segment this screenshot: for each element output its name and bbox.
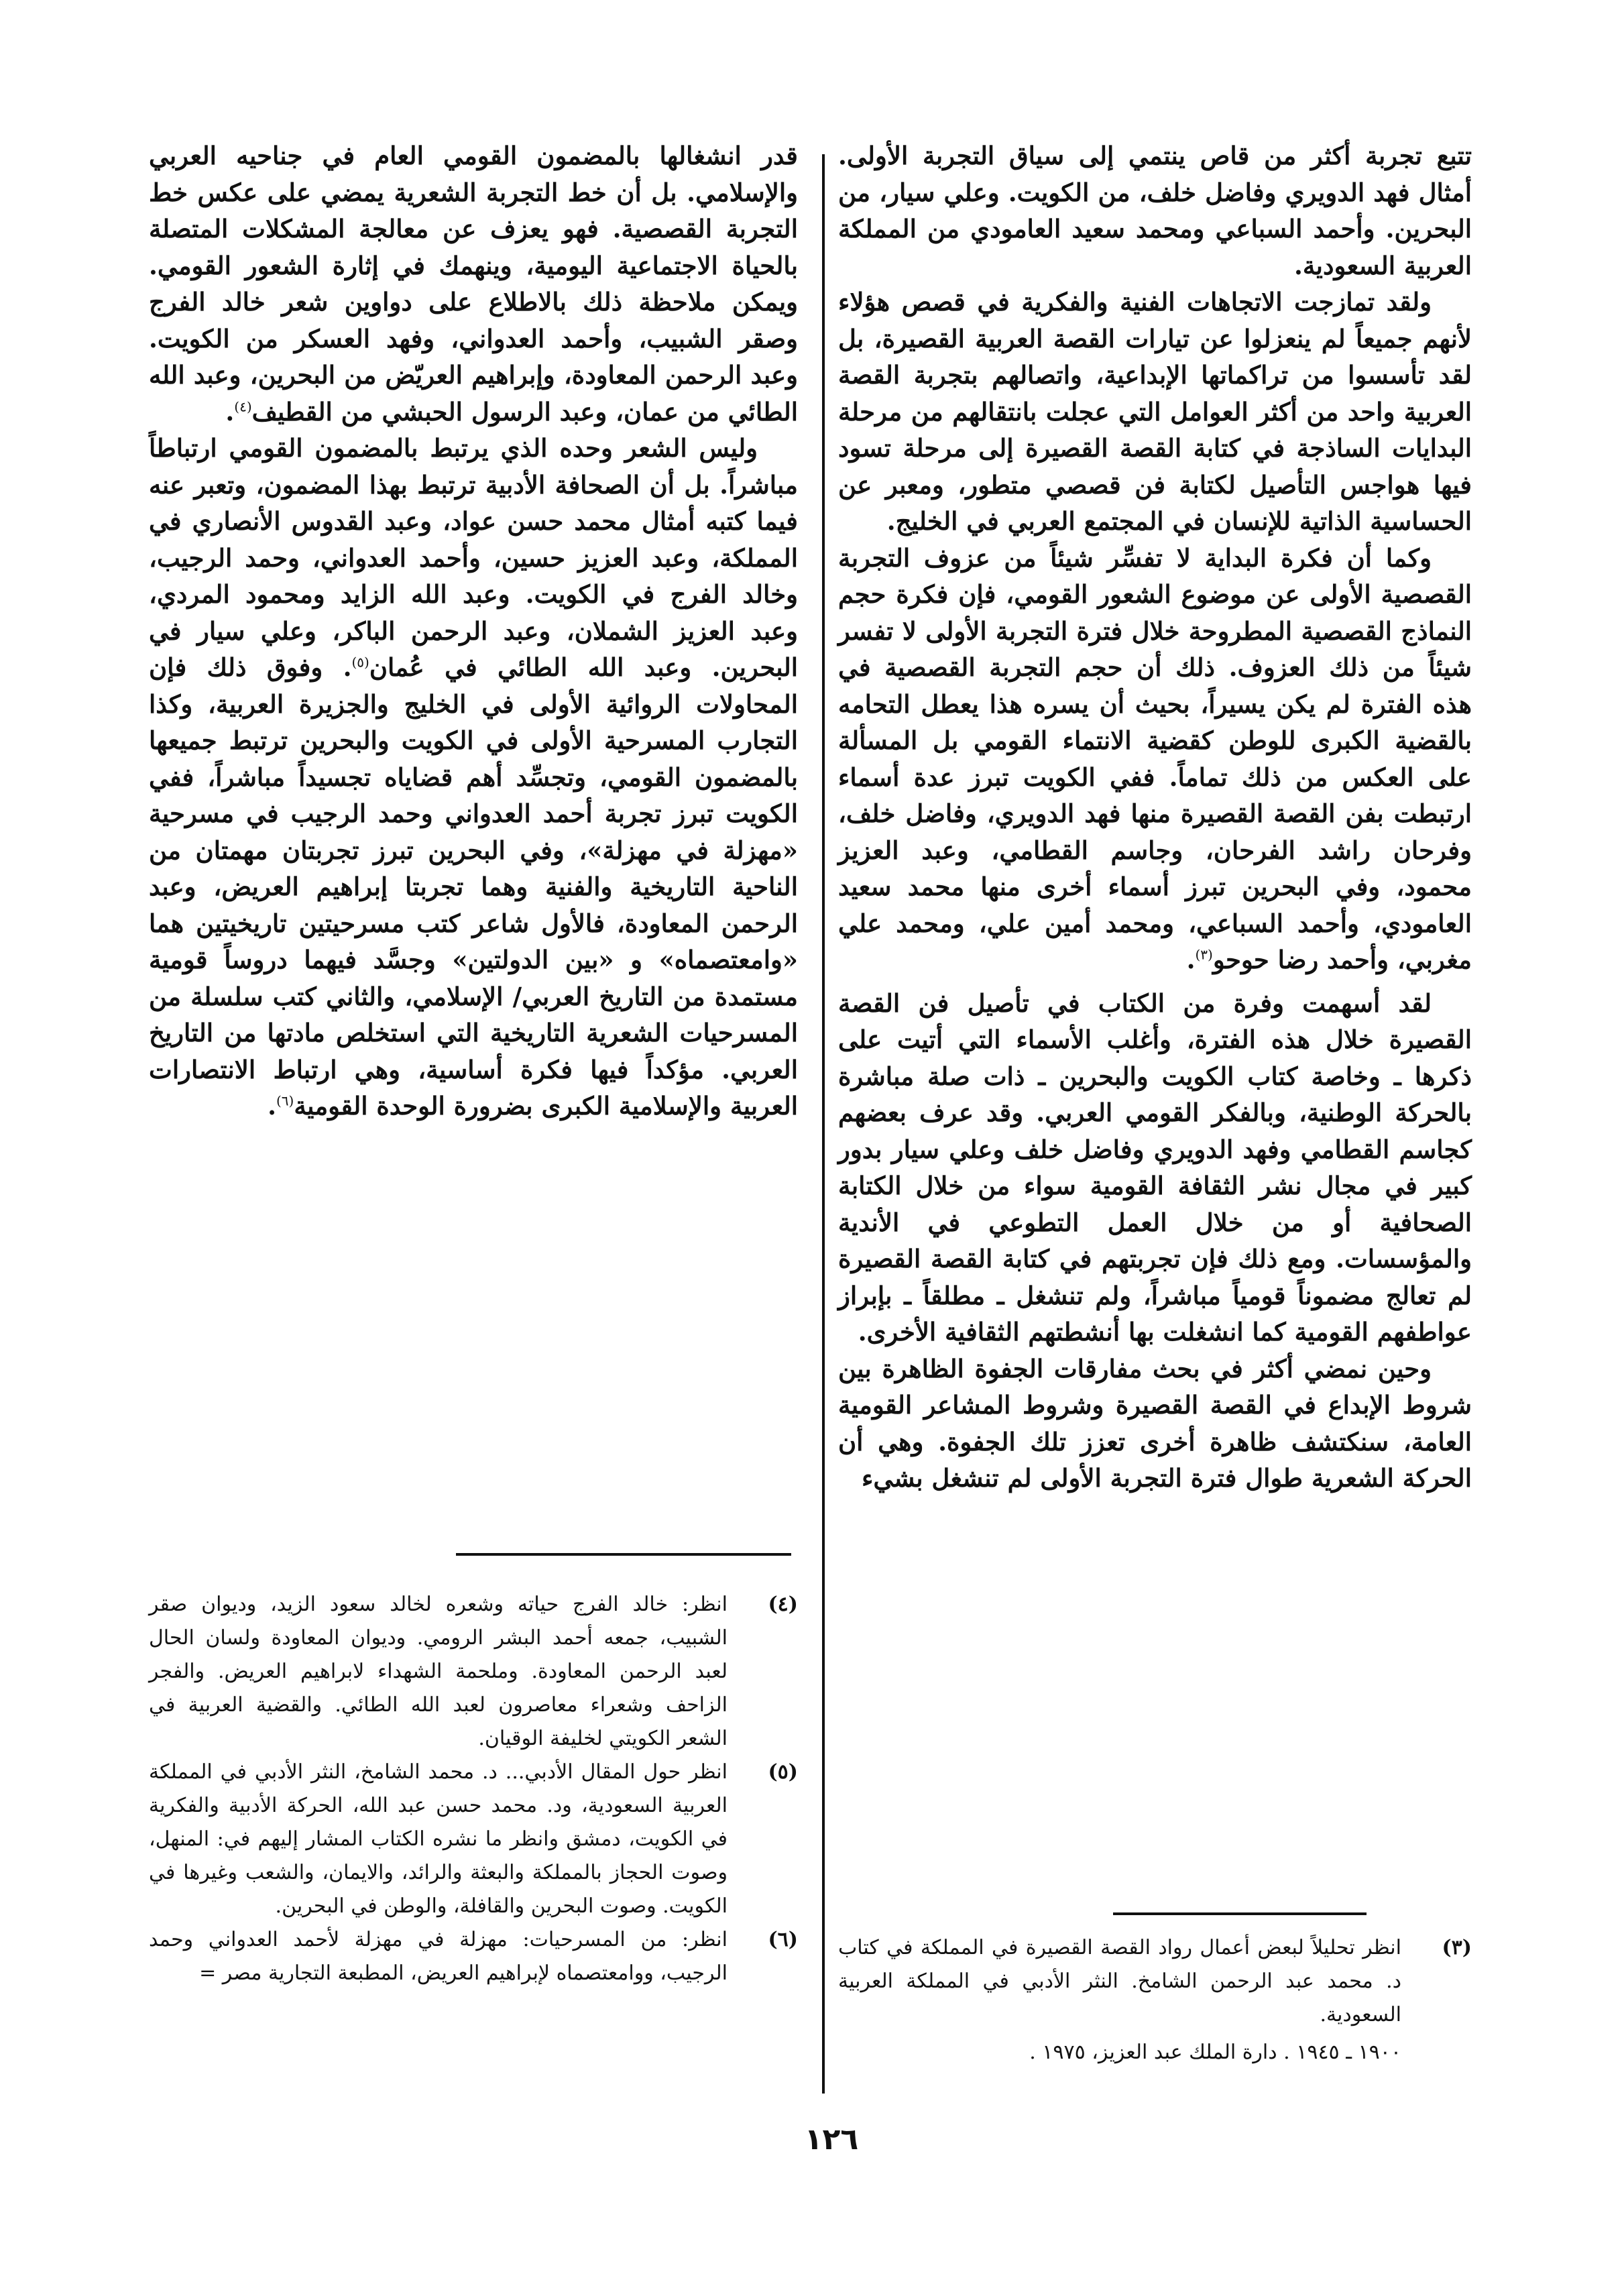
- paragraph-text-end: .: [1186, 945, 1196, 974]
- footnotes-left: [149, 1588, 798, 1990]
- footnote: [149, 1923, 798, 1990]
- footnote-text: انظر: من المسرحيات: مهزلة في مهزلة لأحمد العدواني وحمد الرجيب، ووامعتصماه لإبراهيم العريض، المطبعة التجارية مصر =: [149, 1928, 728, 1985]
- footnote-continuation: ١٩٠٠ ـ ١٩٤٥ . دارة الملك عبد العزيز، ١٩٧٥ .: [1029, 2041, 1401, 2064]
- footnotes-right: [838, 1931, 1472, 2069]
- paragraph-text-end: .: [268, 1091, 276, 1121]
- right-column: [838, 137, 1472, 1497]
- column-divider: [822, 154, 825, 2094]
- footnote-text: انظر: خالد الفرج حياته وشعره لخالد سعود الزيد، وديوان صقر الشبيب، جمعه أحمد البشر الرومي. وديوان المعاودة ولسان الحال لعبد الرحمن المعاودة. وملحمة الشهداء لابراهيم العريض. والفجر الزاحف وشعراء معاصرون لعبد الله الطائي. والقضية العربية في الشعر الكويتي لخليفة الوقيان.: [149, 1593, 728, 1750]
- page-number: ١٢٦: [804, 2122, 859, 2157]
- footnote-number: (٦): [768, 1928, 798, 1951]
- footnote-text: انظر حول المقال الأدبي... د. محمد الشامخ، النثر الأدبي في المملكة العربية السعودية، ود. محمد حسن عبد الله، الحركة الأدبية والفكرية في الكويت، دمشق وانظر ما نشره الكتاب المشار إليهم في: المنهل، وصوت الحجاز بالمملكة والبعثة والرائد، والايمان، والشعب وغيرها في الكويت. وصوت البحرين والقافلة، والوطن في البحرين.: [149, 1760, 728, 1918]
- footnote: [149, 1756, 798, 1923]
- footnote-reference[interactable]: (٥): [351, 654, 369, 671]
- body-paragraph: لقد أسهمت وفرة من الكتاب في تأصيل فن القصة القصيرة خلال هذه الفترة، وأغلب الأسماء التي أتيت على ذكرها ـ وخاصة كتاب الكويت والبحرين ـ ذات صلة مباشرة بالحركة الوطنية، وبالفكر القومي العربي. وقد عرف بعضهم كجاسم القطامي وفهد الدويري وفاضل خلف وعلي سيار بدور كبير في مجال نشر الثقافة القومية سواء من خلال الكتابة الصحافية أو من خلال العمل التطوعي في الأندية والمؤسسات. ومع ذلك فإن تجربتهم في كتابة القصة القصيرة لم تعالج مضموناً قومياً مباشراً، ولم تنشغل ـ مطلقاً ـ بإبراز عواطفهم القومية كما انشغلت بها أنشطتهم الثقافية الأخرى.: [838, 988, 1472, 1347]
- body-paragraph: تتبع تجربة أكثر من قاص ينتمي إلى سياق التجربة الأولى. أمثال فهد الدويري وفاضل خلف، من الكويت. وعلي سيار، من البحرين. وأحمد السباعي ومحمد سعيد العامودي من المملكة العربية السعودية.: [838, 141, 1472, 280]
- footnote-separator: [1113, 1912, 1367, 1915]
- body-paragraph: ولقد تمازجت الاتجاهات الفنية والفكرية في قصص هؤلاء لأنهم جميعاً لم ينعزلوا عن تيارات القصة العربية القصيرة، بل لقد تأسسوا من تراكماتها الإبداعية، واتصالهم بتجربة القصة العربية واحد من أكثر العوامل التي عجلت بانتقالهم من مرحلة البدايات الساذجة في كتابة القصة القصيرة إلى مرحلة تسود فيها هواجس التأصيل لكتابة فن قصصي متطور، ومعبر عن الحساسية الذاتية للإنسان في المجتمع العربي في الخليج.: [838, 287, 1472, 536]
- footnote-reference[interactable]: (٣): [1195, 946, 1213, 963]
- footnote-separator: [456, 1553, 791, 1556]
- paragraph-text-middle: . وفوق ذلك فإن المحاولات الروائية الأولى في الخليج والجزيرة العربية، وكذا التجارب المسرحية الأولى في الكويت والبحرين ترتبط جميعها بالمضمون القومي، وتجسِّد أهم قضاياه تجسيداً مباشراً، ففي الكويت تبرز تجربة أحمد العدواني وحمد الرجيب في مسرحية «مهزلة في مهزلة»، وفي البحرين تبرز تجربتان مهمتان من الناحية التاريخية والفنية وهما تجربتا إبراهيم العريض، وعبد الرحمن المعاودة، فالأول شاعر كتب مسرحيتين تاريخيتين هما «وامعتصماه» و «بين الدولتين» وجسَّد فيهما دروساً قومية مستمدة من التاريخ العربي/ الإسلامي، والثاني كتب سلسلة من المسرحيات الشعرية التاريخية التي استخلص مادتها من التاريخ العربي. مؤكداً فيها فكرة أساسية، وهي ارتباط الانتصارات العربية والإسلامية الكبرى بضرورة الوحدة القومية: [149, 652, 798, 1121]
- body-paragraph: وحين نمضي أكثر في بحث مفارقات الجفوة الظاهرة بين شروط الإبداع في القصة القصيرة وشروط المشاعر القومية العامة، سنكتشف ظاهرة أخرى تعزز تلك الجفوة. وهي أن الحركة الشعرية طوال فترة التجربة الأولى لم تنشغل بشيء: [838, 1353, 1472, 1493]
- footnote-reference[interactable]: (٦): [276, 1092, 294, 1109]
- paragraph-text: وكما أن فكرة البداية لا تفسِّر شيئاً من عزوف التجربة القصصية الأولى عن موضوع الشعور القومي، فإن فكرة حجم النماذج القصصية المطروحة خلال فترة التجربة الأولى لا تفسر شيئاً من ذلك العزوف. ذلك أن حجم التجربة القصصية في هذه الفترة لم يكن يسيراً، بحيث أن يسره هذا يعطل التحامه بالقضية الكبرى للوطن كقضية الانتماء القومي بل المسألة على العكس من ذلك تماماً. ففي الكويت تبرز عدة أسماء ارتبطت بفن القصة القصيرة منها فهد الدويري، وفاضل خلف، وفرحان راشد الفرحان، وجاسم القطامي، وعبد العزيز محمود، وفي البحرين تبرز أسماء أخرى منها محمد سعيد العامودي، وأحمد السباعي، ومحمد أمين علي، ومحمد علي مغربي، وأحمد رضا حوحو: [838, 542, 1472, 974]
- paragraph-text-end: .: [225, 396, 235, 426]
- footnote: [838, 1931, 1472, 2032]
- paragraph-text: قدر انشغالها بالمضمون القومي العام في جناحيه العربي والإسلامي. بل أن خط التجربة الشعرية يمضي على عكس خط التجربة القصصية. فهو يعزف عن معالجة المشكلات المتصلة بالحياة الاجتماعية اليومية، وينهمك في إثارة الشعور القومي. ويمكن ملاحظة ذلك بالاطلاع على دواوين شعر خالد الفرج وصقر الشبيب، وأحمد العدواني، وفهد العسكر من الكويت. وعبد الرحمن المعاودة، وإبراهيم العريّض من البحرين، وعبد الله الطائي من عمان، وعبد الرسول الحبشي من القطيف: [149, 141, 798, 426]
- body-paragraph: [149, 430, 798, 1125]
- footnote-number: (٤): [768, 1593, 798, 1616]
- left-column: [149, 137, 798, 1125]
- footnote: [149, 1588, 798, 1756]
- footnote-text: انظر تحليلاً لبعض أعمال رواد القصة القصيرة في المملكة في كتاب د. محمد عبد الرحمن الشامخ. النثر الأدبي في المملكة العربية السعودية.: [838, 1936, 1401, 2026]
- footnote-reference[interactable]: (٤): [234, 398, 252, 415]
- footnote-number: (٣): [1442, 1936, 1472, 1959]
- paragraph-text: وليس الشعر وحده الذي يرتبط بالمضمون القومي ارتباطاً مباشراً. بل أن الصحافة الأدبية ترتبط بهذا المضمون، وتعبر عنه فيما كتبه أمثال محمد حسن عواد، وعبد القدوس الأنصاري في المملكة، وعبد العزيز حسين، وأحمد العدواني، وحمد الرجيب، وخالد الفرج في الكويت. وعبد الله الزايد ومحمود المردي، وعبد العزيز الشملان، وعبد الرحمن الباكر، وعلي سيار في البحرين. وعبد الله الطائي في عُمان: [149, 433, 798, 682]
- footnote-number: (٥): [768, 1760, 798, 1784]
- body-paragraph: [149, 137, 798, 430]
- body-paragraph: [838, 540, 1472, 978]
